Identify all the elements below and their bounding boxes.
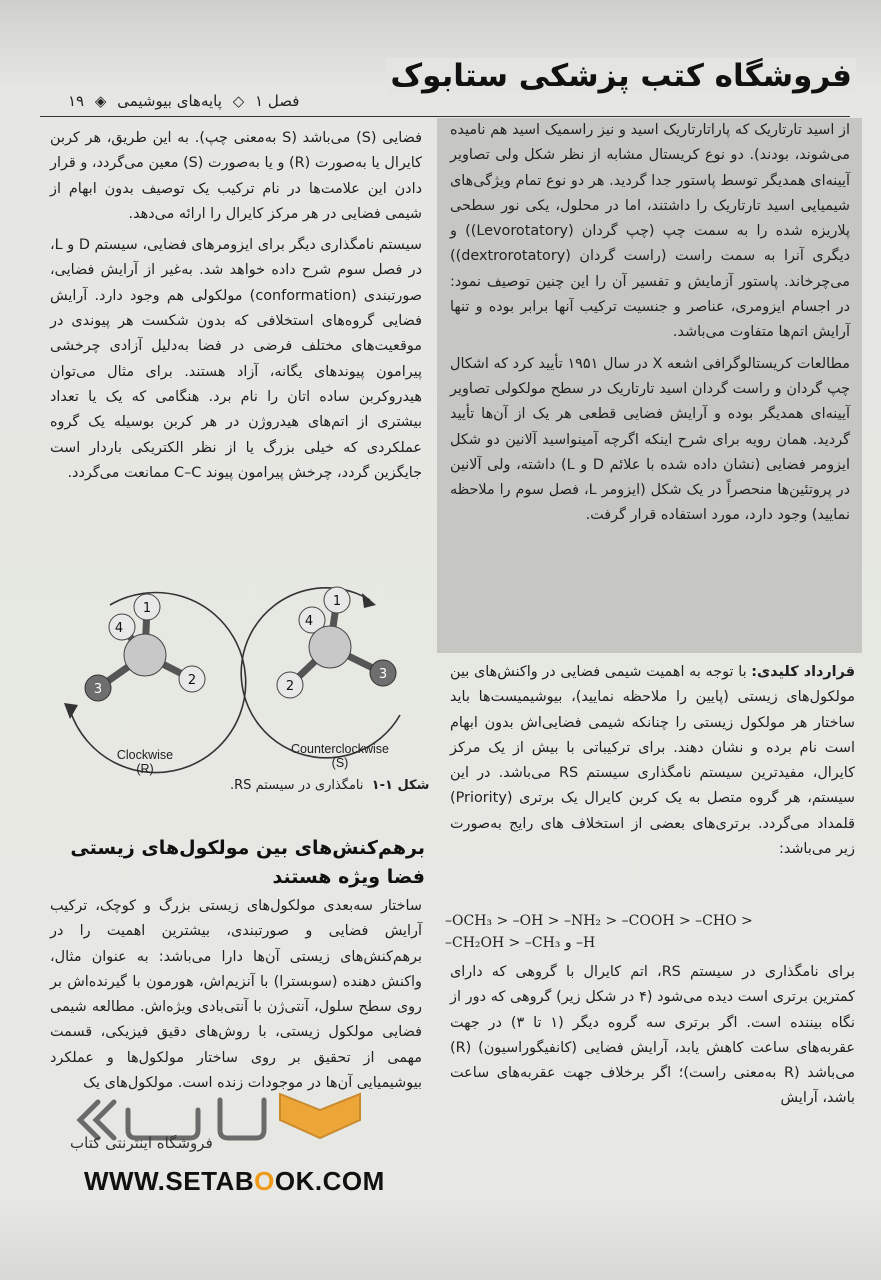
figure-number: شکل ۱-۱: [371, 778, 430, 793]
url-accent-letter: O: [254, 1166, 275, 1196]
right-column-shaded: [450, 118, 850, 535]
clockwise-label-text: Clockwise: [116, 748, 174, 762]
diamond-icon: ◇: [232, 92, 245, 110]
atom-label: 3: [378, 667, 388, 682]
atom-label: 1: [142, 601, 152, 616]
left-column-upper: [50, 126, 422, 492]
paragraph: سیستم نامگذاری دیگر برای ایزومرهای فضایی، سیستم D و L، در فصل سوم شرح داده خواهد شد. به‌غیر از آرایش فضایی، صورتبندی (conformation) مولکولی هم وجود دارد. آرایش فضایی گروه‌های استخلافی که بدون شکست هر پیوندی در موقعیت‌های مختلف فرضی در فضا به‌دلیل آزادی چرخشی پیرامون پیوندهای یگانه، آزاد هستند. برای مثال می‌توان هیدروکربن ساده اتان را نام برد. هنگامی که یک یا تعداد بیشتری از اتم‌های هیدروژن در هر کربن بوسیله یک گروه عملکردی که خیلی بزرگ یا از نظر الکتریکی باردار است جایگزین گردد، چرخش پیرامون پیوند C–C ممانعت می‌گردد.: [50, 237, 422, 481]
paragraph: از اسید تارتاریک که پاراتارتاریک اسید و نیز راسمیک اسید هم نامیده می‌شوند، بودند). دو نوع کریستال مشابه از نظر شکل ولی تصاویر آیینه‌ای همدیگر توسط پاستور جدا گردید. هر دو نوع تمام ویژگی‌های شیمیایی اسید تارتاریک را داشتند، اما در محلول، یکی نور سطحی پلاریزه شده را به سمت چپ (چپ گردان (Levorotatory)) و دیگری آنرا به سمت راست (راست گردان (dextrorotatory)) می‌چرخاند. پاستور آزمایش و تفسیر آن را این چنین توصیف نمود: در اجسام ایزومری، عناصر و جنسیت ترکیب آنها برابر بوده و تنها آرایش اتم‌ها متفاوت می‌باشد.: [450, 122, 850, 341]
priority-formula: [445, 910, 785, 954]
clockwise-label-sub: (R): [136, 762, 154, 776]
right-column-rs: [450, 960, 855, 1118]
paragraph: مطالعات کریستالوگرافی اشعه X در سال ۱۹۵۱ تأیید کرد که اشکال چپ گردان و راست گردان اسید تارتاریک در سطح مولکولی تصاویر آیینه‌ای همدیگر بوده و آرایش فضایی قطعی هر یک از آن‌ها تأیید گردید. همان رویه برای شرح اینکه اگرچه آمینواسید آلانین دو شکل ایزومر فضایی (نشان داده شده با علائم D و L) داشته، ولی آلانین در پروتئین‌ها منحصراً در یک شکل (ایزومر L، فصل سوم را ملاحظه نمایید) وجود دارد، مورد استفاده قرار گرفت.: [450, 355, 851, 524]
key-label: قرارداد کلیدی:: [751, 664, 855, 680]
atom-label: 3: [93, 682, 103, 697]
chiral-center: [124, 634, 166, 676]
figure-caption-text: نامگذاری در سیستم RS.: [230, 778, 364, 793]
atom-label: 2: [285, 679, 295, 694]
atom-label: 4: [114, 621, 124, 636]
paragraph: [450, 660, 855, 862]
counterclockwise-label-text: Counterclockwise: [291, 742, 389, 756]
counterclockwise-label: [280, 742, 400, 770]
running-head: [62, 92, 299, 110]
left-column-lower: [50, 894, 422, 1102]
figure-caption: [230, 778, 429, 793]
counterclockwise-molecule: [241, 587, 400, 758]
counterclockwise-label-sub: (S): [331, 756, 349, 770]
filled-diamond-icon: ◈: [94, 92, 107, 110]
right-column-lower: [450, 660, 855, 868]
formula-line: –OCH₃ > –OH > –NH₂ > –COOH > –CHO >: [445, 913, 753, 929]
logo-subtitle: فروشگاه اینترنتی کتاب: [70, 1134, 213, 1152]
clockwise-molecule: [64, 593, 246, 773]
section-title: برهم‌کنش‌های بین مولکول‌های زیستی فضا ویژه هستند: [70, 837, 425, 888]
formula-line: –CH₂OH > –CH₃ و –H: [445, 935, 596, 951]
key-text: با توجه به اهمیت شیمی فضایی در واکنش‌های بین مولکول‌های زیستی (پایین را ملاحظه نمایید)، بیوشیمیست‌ها باید ساختار هر مولکول زیستی را چنانکه شیمی فضایی‌اش بدون ابهام است نام برده و نشان دهند. برای ترکیباتی با بیش از یک مرکز کایرال، مفیدترین سیستم نامگذاری سیستم RS می‌باشد. در این سیستم، هر گروه متصل به یک کربن کایرال یک برتری (Priority) قلمداد می‌گردد. برتری‌های بعضی از استخلاف های رایج به‌صورت زیر می‌باشد:: [450, 664, 855, 858]
url-part: WWW.SETAB: [84, 1166, 255, 1196]
paragraph: ساختار سه‌بعدی مولکول‌های زیستی بزرگ و کوچک، ترکیب آرایش فضایی و صورتبندی، بیشترین اهمیت را در برهم‌کنش‌های زیستی آن‌ها دارا می‌باشد: به عنوان مثال، واکنش دهنده (سوبسترا) با آنزیم‌اش، هورمون با گیرنده‌اش بر روی سطح سلول، آنتی‌ژن با آنتی‌بادی ویژه‌اش. مطالعه شیمی فضایی مولکول زیستی، با روش‌های دقیق فیزیکی، قسمت مهمی از تحقیق بر روی ساختار مولکول‌ها و عملکرد بیوشیمیایی آن‌ها در موجودات زنده است. مولکول‌های یک: [50, 898, 422, 1092]
store-title: فروشگاه کتب پزشکی ستابوک: [386, 58, 856, 94]
atom-label: 2: [187, 673, 197, 688]
chiral-center: [309, 626, 351, 668]
arrowhead-icon: [64, 703, 78, 719]
page-number: ۱۹: [68, 92, 85, 110]
atom-label: 1: [332, 594, 342, 609]
arrowhead-icon: [362, 593, 376, 608]
clockwise-label: [110, 748, 180, 776]
url-part: OK.COM: [274, 1166, 385, 1196]
paragraph: فضایی (S) می‌باشد (S به‌معنی چپ). به این طریق، هر کربن کایرال یا به‌صورت (R) و یا به‌صورت (S) معین می‌گردد، و قرار دادن این علامت‌ها در نام ترکیب یک توصیف بدون ابهام از شیمی فضایی در هر مرکز کایرال را ارائه می‌دهد.: [50, 130, 422, 222]
book-title: پایه‌های بیوشیمی: [117, 92, 222, 110]
atom-label: 4: [304, 614, 314, 629]
chapter-label: فصل ۱: [255, 92, 300, 110]
paragraph: برای نامگذاری در سیستم RS، اتم کایرال با گروهی که دارای کمترین برتری است دیده می‌شود (۴ در شکل زیر) گروهی که دور از نگاه بیننده است. اگر برتری سه گروه دیگر (۱ تا ۳) در جهت عقربه‌های ساعت کاهش یابد، آرایش فضایی (کانفیگوراسیون) (R) می‌باشد (R به‌معنی راست)؛ اگر برخلاف جهت عقربه‌های ساعت باشد، آرایش: [450, 964, 855, 1107]
footer-url[interactable]: [84, 1166, 385, 1197]
